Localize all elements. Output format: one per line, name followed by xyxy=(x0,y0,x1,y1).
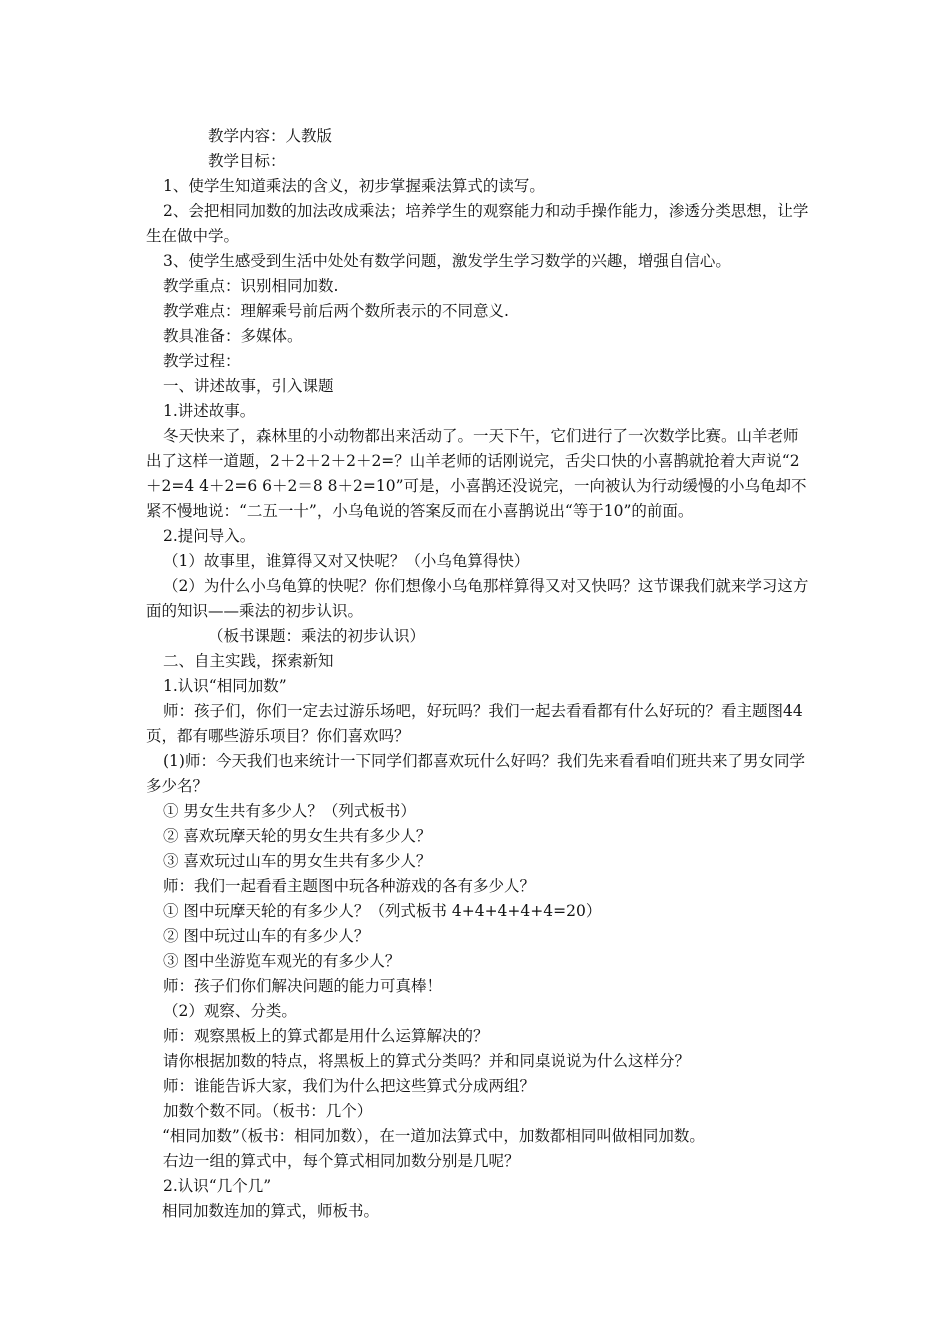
paragraph: 师：观察黑板上的算式都是用什么运算解决的？ xyxy=(163,1027,489,1045)
document-page xyxy=(146,124,812,1224)
paragraph: （2）为什么小乌龟算的快呢？你们想像小乌龟那样算得又对又快吗？这节课我们就来学习这方面的知识——乘法的初步认识。 xyxy=(146,577,809,620)
paragraph: 加数个数不同。（板书：几个） xyxy=(163,1102,373,1120)
paragraph: 师：谁能告诉大家，我们为什么把这些算式分成两组？ xyxy=(163,1077,536,1095)
paragraph: 教具准备：多媒体。 xyxy=(163,327,303,345)
paragraph: 一、讲述故事，引入课题 xyxy=(163,377,334,395)
paragraph: 2、会把相同加数的加法改成乘法；培养学生的观察能力和动手操作能力，渗透分类思想，让学生在做中学。 xyxy=(146,202,809,245)
paragraph: 相同加数连加的算式，师板书。 xyxy=(162,1202,380,1220)
paragraph: ② 图中玩过山车的有多少人？ xyxy=(163,927,370,945)
paragraph: 1.讲述故事。 xyxy=(163,402,256,420)
paragraph: （板书课题：乘法的初步认识） xyxy=(208,627,426,645)
paragraph: 2.提问导入。 xyxy=(163,527,256,545)
paragraph: (1)师：今天我们也来统计一下同学们都喜欢玩什么好吗？我们先来看看咱们班共来了男女同学多少名？ xyxy=(146,752,805,795)
paragraph: 2.认识“几个几” xyxy=(163,1177,272,1195)
paragraph: 1、使学生知道乘法的含义，初步掌握乘法算式的读写。 xyxy=(163,177,545,195)
paragraph: 教学难点：理解乘号前后两个数所表示的不同意义. xyxy=(163,302,509,320)
paragraph: （1）故事里，谁算得又对又快呢？（小乌龟算得快） xyxy=(163,552,530,570)
paragraph: 二、自主实践，探索新知 xyxy=(163,652,334,670)
paragraph: 教学目标： xyxy=(208,152,286,170)
paragraph: ③ 图中坐游览车观光的有多少人？ xyxy=(163,952,401,970)
paragraph: 3、使学生感受到生活中处处有数学问题，激发学生学习数学的兴趣，增强自信心。 xyxy=(163,252,731,270)
paragraph: 1.认识“相同加数” xyxy=(163,677,287,695)
paragraph: “相同加数”（板书：相同加数），在一道加法算式中，加数都相同叫做相同加数。 xyxy=(162,1127,705,1145)
paragraph: 教学过程： xyxy=(163,352,241,370)
paragraph: 冬天快来了，森林里的小动物都出来活动了。一天下午，它们进行了一次数学比赛。山羊老师出了这样一道题，2＋2＋2＋2＋2=？山羊老师的话刚说完，舌尖口快的小喜鹊就抢着大声说“2＋2=4 4＋2=6 6＋2＝8 8＋2=10”可是，小喜鹊还没说完，一向被认为行动缓慢的小乌龟却不紧不慢地说：“二五一十”，小乌龟说的答案反而在小喜鹊说出“等于10”的前面。 xyxy=(146,427,807,520)
paragraph: 师：孩子们你们解决问题的能力可真棒！ xyxy=(163,977,443,995)
paragraph: （2）观察、分类。 xyxy=(163,1002,297,1020)
paragraph: ② 喜欢玩摩天轮的男女生共有多少人？ xyxy=(163,827,432,845)
paragraph: 教学内容：人教版 xyxy=(208,127,333,145)
paragraph: ① 男女生共有多少人？（列式板书） xyxy=(163,802,416,820)
paragraph: 师：孩子们，你们一定去过游乐场吧，好玩吗？我们一起去看看都有什么好玩的？看主题图44页，都有哪些游乐项目？你们喜欢吗？ xyxy=(146,702,803,745)
paragraph: 请你根据加数的特点，将黑板上的算式分类吗？并和同桌说说为什么这样分？ xyxy=(163,1052,691,1070)
paragraph: 右边一组的算式中，每个算式相同加数分别是几呢？ xyxy=(163,1152,520,1170)
paragraph: 教学重点：识别相同加数. xyxy=(163,277,339,295)
paragraph: ① 图中玩摩天轮的有多少人？（列式板书 4+4+4+4+4=20） xyxy=(163,902,602,920)
paragraph: 师：我们一起看看主题图中玩各种游戏的各有多少人？ xyxy=(163,877,536,895)
paragraph: ③ 喜欢玩过山车的男女生共有多少人？ xyxy=(163,852,432,870)
